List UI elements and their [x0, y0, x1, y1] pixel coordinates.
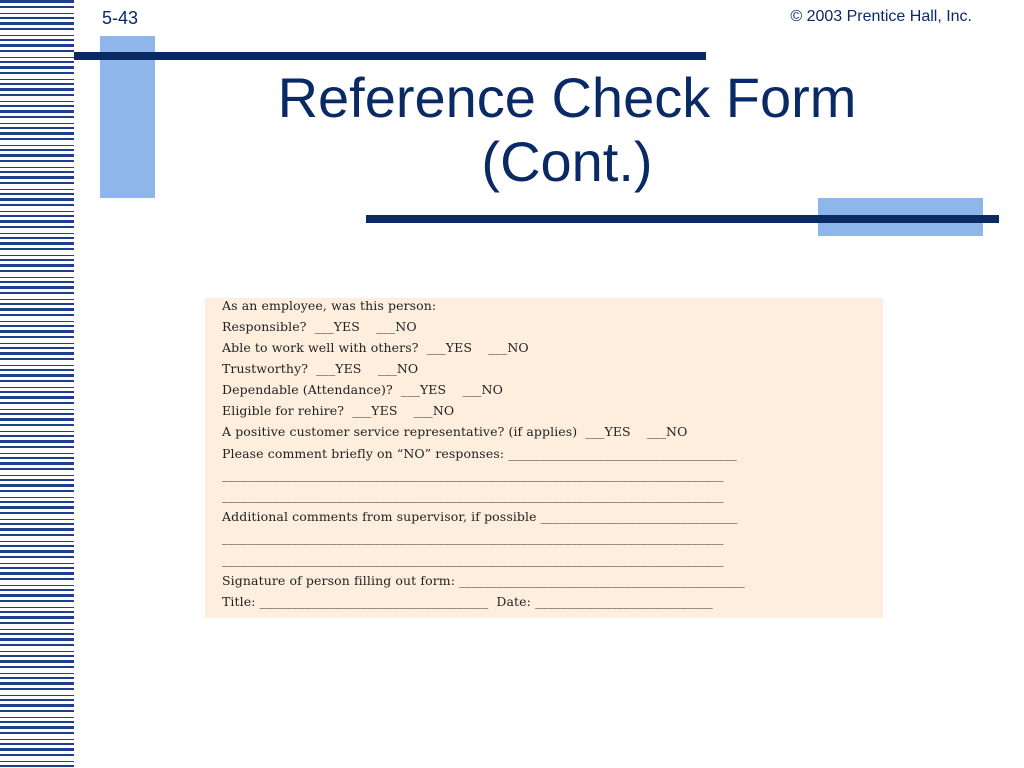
title-rule-bottom [366, 215, 999, 223]
form-line-rehire: Eligible for rehire? ___YES ___NO [222, 403, 455, 418]
form-line-title-date: Title: ____________________________________ Date: ____________________________ [222, 594, 713, 609]
title-rule-top [74, 52, 706, 60]
left-stripe-band [0, 0, 74, 768]
reference-check-form [205, 298, 883, 618]
form-line-customer-service: A positive customer service representative? (if applies) ___YES ___NO [222, 424, 688, 439]
form-line-trustworthy: Trustworthy? ___YES ___NO [222, 361, 419, 376]
slide-title-line-1: Reference Check Form [277, 66, 857, 129]
form-line-supervisor-comments: Additional comments from supervisor, if possible _______________________________ [222, 509, 738, 524]
form-line-works-well: Able to work well with others? ___YES ___NO [222, 340, 529, 355]
accent-block-top-left [100, 36, 155, 198]
form-line-blank: _______________________________________________________________________________ [222, 552, 724, 567]
slide-number: 5-43 [102, 8, 139, 28]
form-line-signature: Signature of person filling out form: _____________________________________________ [222, 573, 745, 588]
form-line-intro: As an employee, was this person: [222, 298, 437, 313]
form-line-blank: _______________________________________________________________________________ [222, 488, 724, 503]
form-line-responsible: Responsible? ___YES ___NO [222, 319, 417, 334]
form-line-dependable: Dependable (Attendance)? ___YES ___NO [222, 382, 503, 397]
slide-title-line-2: (Cont.) [481, 130, 653, 193]
slide-title [200, 66, 934, 194]
form-line-no-comments: Please comment briefly on “NO” responses: ____________________________________ [222, 446, 737, 461]
copyright-notice: © 2003 Prentice Hall, Inc. [790, 8, 972, 25]
form-line-blank: _______________________________________________________________________________ [222, 467, 724, 482]
form-line-blank: _______________________________________________________________________________ [222, 530, 724, 545]
